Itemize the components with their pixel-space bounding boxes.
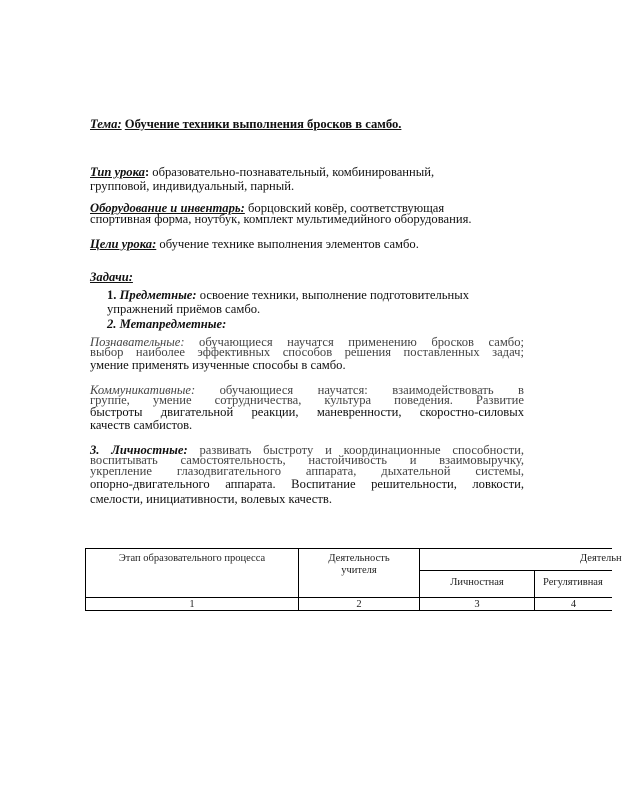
- col-number-3: 3: [474, 599, 480, 610]
- topic-line: [90, 117, 525, 132]
- header-regulative: Регулятивная: [543, 577, 603, 588]
- personal-line-4: [90, 477, 524, 492]
- topic-label: Тема:: [90, 117, 122, 131]
- header-student: Деятельн: [580, 553, 622, 564]
- lesson-type-text-2: групповой, индивидуальный, парный.: [90, 179, 295, 193]
- topic-text: Обучение техники выполнения бросков в самбо.: [124, 117, 402, 131]
- header-personal: Личностная: [450, 577, 504, 588]
- lesson-type-line-1: [90, 165, 525, 180]
- header-teacher-line-2: учителя: [341, 565, 377, 576]
- subject-results-label: Предметные:: [119, 288, 197, 302]
- lesson-type-label: Тип урока: [90, 165, 145, 179]
- personal-label: 3. Личностные:: [90, 443, 188, 457]
- goals-label: Цели урока:: [90, 237, 157, 251]
- communicative-text-4: качеств самбистов.: [90, 418, 193, 432]
- communicative-line-1: [90, 383, 524, 397]
- item-1-number: 1.: [107, 288, 117, 302]
- goals-text: обучение технике выполнения элементов самбо.: [156, 237, 419, 251]
- communicative-label: Коммуникативные:: [90, 383, 196, 397]
- header-stage: Этап образовательного процесса: [118, 553, 266, 564]
- cognitive-text-3: умение применять изученные способы в самбо.: [90, 358, 346, 372]
- personal-line-2: [90, 453, 524, 467]
- subject-results-text-2: упражнений приёмов самбо.: [107, 302, 261, 316]
- goals-line: [90, 237, 525, 252]
- equipment-text-1: борцовский ковёр, соответствующая: [244, 201, 445, 215]
- col-number-2: 2: [356, 599, 362, 610]
- personal-text-1: развивать быстроту и координационные способности,: [187, 443, 524, 457]
- header-teacher-line-1: Деятельность: [328, 553, 390, 564]
- equipment-text-2: спортивная форма, ноутбук, комплект мультимедийного оборудования.: [90, 212, 472, 226]
- cognitive-line-2: [90, 345, 524, 359]
- cognitive-line-3: [90, 358, 525, 373]
- communicative-text-3: быстроты двигательной реакции, маневренности, скоростно-силовых: [90, 405, 524, 419]
- lesson-type-text-1: образовательно-познавательный, комбинированный,: [149, 165, 435, 179]
- subject-results-text-1: освоение техники, выполнение подготовительных: [196, 288, 470, 302]
- personal-text-3: укрепление глазодвигательного аппарата, дыхательной системы,: [90, 464, 524, 478]
- cognitive-label: Познавательные:: [90, 335, 185, 349]
- table-border-top: [85, 548, 612, 549]
- tasks-label: Задачи:: [90, 270, 133, 284]
- subject-results-line-2: [107, 302, 527, 317]
- cognitive-text-1: обучающиеся научатся применению бросков самбо;: [184, 335, 524, 349]
- equipment-line-2: [90, 212, 525, 227]
- communicative-text-1: обучающиеся научатся: взаимодействовать в: [195, 383, 524, 397]
- personal-text-5: смелости, инициативности, волевых качеств.: [90, 492, 332, 506]
- communicative-line-2: [90, 393, 524, 407]
- col-number-4: 4: [570, 599, 577, 610]
- lesson-type-colon: :: [144, 165, 150, 179]
- col-number-1: 1: [189, 599, 195, 610]
- personal-text-2: воспитывать самостоятельность, настойчивость и взаимовыручку,: [90, 453, 524, 467]
- meta-results-label: 2. Метапредметные:: [107, 317, 227, 331]
- personal-line-1: [90, 443, 524, 457]
- equipment-line-1: [90, 201, 525, 215]
- communicative-text-2: группе, умение сотрудничества, культура поведения. Развитие: [90, 393, 524, 407]
- cognitive-text-2: выбор наиболее эффективных способов решения поставленных задач;: [90, 345, 524, 359]
- table-border-subheader: [419, 570, 612, 571]
- cognitive-line-1: [90, 335, 524, 349]
- personal-line-3: [90, 464, 524, 478]
- tasks-heading: [90, 270, 525, 285]
- lesson-type-line-2: [90, 179, 525, 194]
- subject-results-line-1: [107, 288, 527, 303]
- personal-text-4: опорно-двигательного аппарата. Воспитание решительности, ловкости,: [90, 477, 524, 491]
- equipment-label: Оборудование и инвентарь:: [90, 201, 245, 215]
- meta-results-heading: [107, 317, 527, 332]
- communicative-line-4: [90, 418, 525, 433]
- personal-line-5: [90, 492, 525, 507]
